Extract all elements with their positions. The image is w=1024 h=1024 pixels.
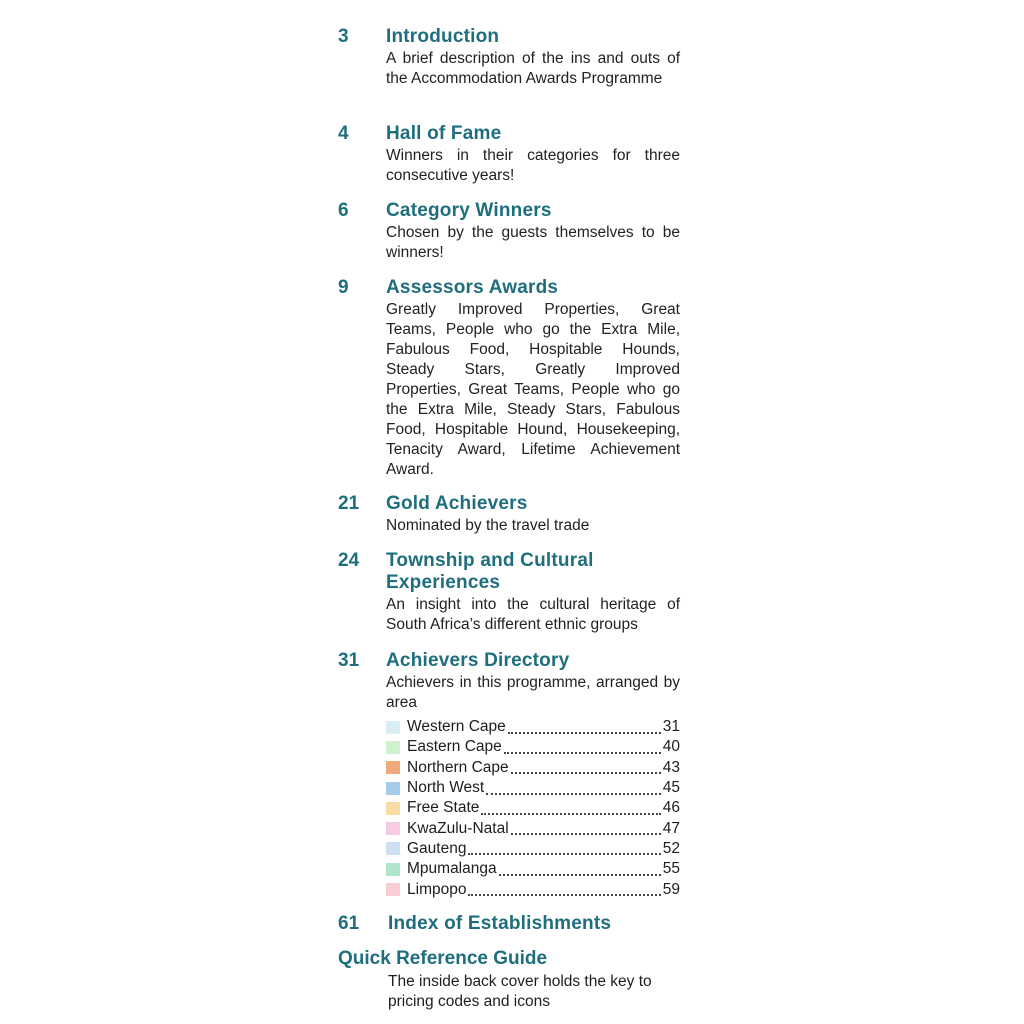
quick-reference-description: The inside back cover holds the key to pricing codes and icons: [388, 973, 652, 1010]
entry-description: Greatly Improved Properties, Great Teams, People who go the Extra Mile, Fabulous Food, Hospitable Hounds, Steady Stars, Greatly Improved Properties, Great Teams, People who go the Extra Mile, Steady Stars, Fabulous Food, Hospitable Hound, Housekeeping, Tenacity Award, Lifetime Achievement Award.: [386, 301, 680, 478]
dot-leader: [468, 883, 660, 896]
entry-title: Township and Cultural Experiences: [386, 550, 594, 593]
entry-description: Nominated by the travel trade: [386, 517, 590, 534]
region-color-swatch: [386, 842, 400, 855]
dot-leader: [481, 802, 660, 815]
dot-leader: [511, 822, 661, 835]
entry-title: Hall of Fame: [386, 123, 502, 144]
region-color-swatch: [386, 761, 400, 774]
region-color-swatch: [386, 863, 400, 876]
region-page: 52: [662, 839, 680, 857]
quick-reference-title: Quick Reference Guide: [338, 948, 548, 969]
region-name: Eastern Cape: [407, 738, 502, 756]
region-item: [386, 818, 680, 838]
region-name: Northern Cape: [407, 758, 509, 776]
region-item: [386, 798, 680, 818]
region-color-swatch: [386, 883, 400, 896]
region-item: [386, 879, 680, 899]
entry-title: Introduction: [386, 26, 500, 47]
entry-title: Category Winners: [386, 200, 552, 221]
region-name: KwaZulu-Natal: [407, 819, 509, 837]
region-item: [386, 737, 680, 757]
region-name: Mpumalanga: [407, 860, 497, 878]
region-color-swatch: [386, 721, 400, 734]
page-number: 61: [338, 913, 360, 934]
page-number: 9: [338, 277, 349, 298]
dot-leader: [508, 721, 661, 734]
region-color-swatch: [386, 822, 400, 835]
dot-leader: [468, 842, 660, 855]
region-color-swatch: [386, 782, 400, 795]
region-item: [386, 778, 680, 798]
region-page: 40: [662, 738, 680, 756]
entry-title: Gold Achievers: [386, 493, 528, 514]
region-page: 43: [662, 758, 680, 776]
region-item: [386, 839, 680, 859]
entry-description: A brief description of the ins and outs of the Accommodation Awards Programme: [386, 50, 680, 87]
region-name: Western Cape: [407, 718, 506, 736]
region-name: Gauteng: [407, 839, 467, 857]
region-page: 31: [662, 718, 680, 736]
page-number: 24: [338, 550, 360, 571]
dot-leader: [499, 863, 661, 876]
entry-description: An insight into the cultural heritage of South Africa’s different ethnic groups: [386, 596, 680, 633]
region-color-swatch: [386, 802, 400, 815]
region-item: [386, 758, 680, 778]
entry-title: Assessors Awards: [386, 277, 559, 298]
region-color-swatch: [386, 741, 400, 754]
page-number: 6: [338, 200, 349, 221]
region-page: 45: [662, 779, 680, 797]
entry-title: Achievers Directory: [386, 650, 570, 671]
region-item: [386, 859, 680, 879]
region-page: 59: [662, 880, 680, 898]
entry-description: Chosen by the guests themselves to be winners!: [386, 224, 680, 261]
region-page: 55: [662, 860, 680, 878]
region-name: Free State: [407, 799, 480, 817]
region-name: Limpopo: [407, 880, 467, 898]
entry-title: Index of Establishments: [388, 913, 612, 934]
region-page: 46: [662, 799, 680, 817]
dot-leader: [511, 761, 661, 774]
region-item: [386, 717, 680, 737]
page-number: 21: [338, 493, 360, 514]
dot-leader: [486, 782, 661, 795]
page-number: 3: [338, 26, 349, 47]
region-name: North West: [407, 779, 485, 797]
region-list: [386, 717, 680, 900]
page-number: 31: [338, 650, 360, 671]
dot-leader: [504, 741, 661, 754]
region-page: 47: [662, 819, 680, 837]
page-number: 4: [338, 123, 349, 144]
entry-description: Achievers in this programme, arranged by area: [386, 674, 680, 711]
entry-description: Winners in their categories for three consecutive years!: [386, 147, 680, 184]
